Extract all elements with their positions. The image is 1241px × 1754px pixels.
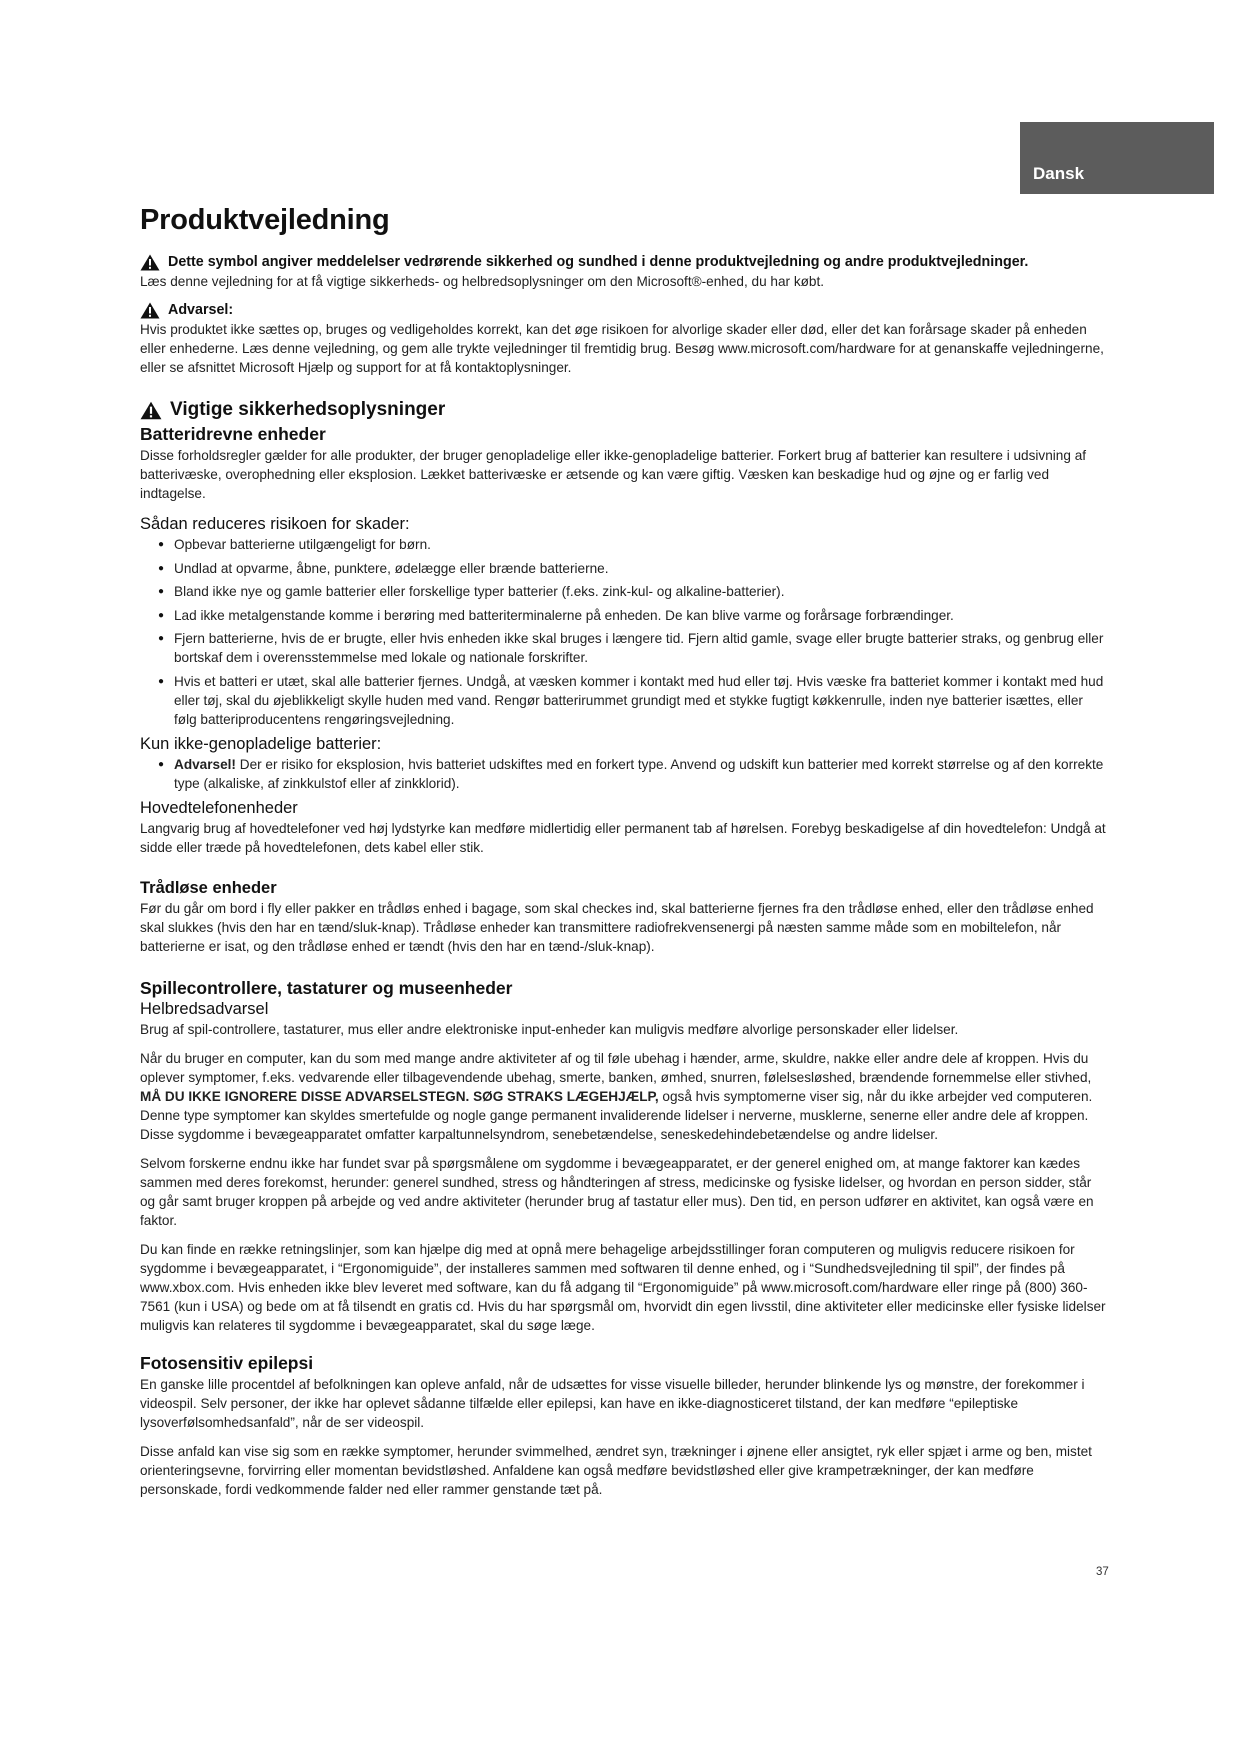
list-item: ● Undlad at opvarme, åbne, punktere, ødelægge eller brænde batterierne. (158, 559, 1106, 578)
controllers-p4: Du kan finde en række retningslinjer, som kan hjælpe dig med at opnå mere behagelige arbejdsstillinger foran computeren og muligvis reducere risikoen for sygdomme i bevægeapparatet, i “Ergonomiguide”, der installeres sammen med softwaren til denne enhed, og i “Sundhedsvejledning til spil”, der findes på www.xbox.com. Hvis enheden ikke blev leveret med software, kan du få adgang til “Ergonomiguide” på www.microsoft.com/hardware eller ringe på (800) 360-7561 (kun i USA) og bede om at få tilsendt en gratis cd. Hvis du har spørgsmål om, hvorvidt din egen livsstil, dine aktiviteter eller medicinske eller fysiske lidelser muligvis kan relateres til sygdomme i bevægeapparatet, skal du søge læge. (140, 1241, 1106, 1333)
wireless-text: Før du går om bord i fly eller pakker en trådløs enhed i bagage, som skal checkes ind, skal batterierne fjernes fra den trådløse enhed, eller den trådløse enhed skal slukkes (hvis den har en tænd/sluk-knap). Trådløse enheder kan transmittere radiofrekvensenergi på næsten samme måde som en mobiltelefon, når batterierne er isat, og den trådløse enhed er tændt (hvis den har en tænd-/sluk-knap). (140, 900, 1094, 954)
epilepsy-p1: En ganske lille procentdel af befolkningen kan opleve anfald, når de udsættes for visse visuelle billeder, herunder blinkende lys og mønstre, der forekommer i videospil. Selv personer, der ikke har oplevet sådanne tilfælde eller epilepsi, kan have en ikke-diagnosticeret tilstand, der kan medføre “epileptiske lysoverfølsomhedsanfald”, når de ser videospil. (140, 1376, 1085, 1430)
list-item: ● Hvis et batteri er utæt, skal alle batterier fjernes. Undgå, at væsken kommer i kontakt med hud eller tøj. Hvis væske fra batteriet kommer i kontakt med hud eller tøj, skal du øjeblikkeligt skylle huden med vand. Rengør batterirummet grundigt med et stykke fugtigt køkkenrulle, inden nye batterier isættes, eller følg batteriproducentens rengøringsvejledning. (158, 672, 1106, 729)
nonrechargeable-heading: Kun ikke-genopladelige batterier: (140, 734, 382, 753)
advarsel-heading-text: Advarsel: (168, 302, 234, 318)
page-title: Produktvejledning (140, 204, 390, 236)
symbol-notice (140, 253, 1106, 272)
wireless-heading: Trådløse enheder (140, 878, 277, 897)
language-tab: Dansk (1020, 122, 1214, 194)
safety-heading (140, 399, 1106, 421)
controllers-p2 (140, 1049, 1106, 1144)
list-item (158, 755, 1106, 793)
warning-icon (140, 302, 160, 319)
warning-icon (140, 401, 162, 420)
controllers-p3: Selvom forskerne endnu ikke har fundet svar på spørgsmålene om sygdomme i bevægeapparatet, er der generel enighed om, at mange faktorer kan kædes sammen med deres forekomst, herunder: generel sundhed, stress og håndteringen af stress, medicinske og fysiske lidelser, og hvordan en person sidder, står og går samt bruger kroppen på arbejde og ved andre aktiviteter (herunder brug af tastatur eller mus). Den tid, en person udfører en aktivitet, kan også være en faktor. (140, 1155, 1094, 1228)
controllers-p2-warning: MÅ DU IKKE IGNORERE DISSE ADVARSELSTEGN. SØG STRAKS LÆGEHJÆLP, (140, 1088, 659, 1104)
health-warning-heading: Helbredsadvarsel (140, 999, 269, 1018)
advarsel-heading (140, 301, 1106, 320)
epilepsy-p2: Disse anfald kan vise sig som en række symptomer, herunder svimmelhed, ændret syn, trækninger i øjnene eller ansigtet, ryk eller spjæt i arme og ben, mistet orienteringsevne, forvirring eller momentan bevidstløshed. Anfaldene kan også medføre bevidstløshed eller give krampetrækninger, der kan medføre personskade, fordi vedkommende falder ned eller rammer genstande tæt på. (140, 1443, 1092, 1497)
page-number: 37 (1096, 1566, 1109, 1578)
advarsel-text: Hvis produktet ikke sættes op, bruges og vedligeholdes korrekt, kan det øge risikoen for alvorlige skader eller død, eller det kan forårsage skader på enheden eller enhederne. Læs denne vejledning, og gem alle trykte vejledninger til fremtidig brug. Besøg www.microsoft.com/hardware for at genanskaffe vejledningerne, eller se afsnittet Microsoft Hjælp og support for at få kontaktoplysninger. (140, 322, 1104, 375)
nonrechargeable-text: Der er risiko for eksplosion, hvis batteriet udskiftes med en forkert type. Anvend og udskift kun batterier med korrekt størrelse og af den korrekte type (alkaliske, af zinkkulstof eller af zinkklorid). (174, 756, 1104, 791)
headphones-heading: Hovedtelefonenheder (140, 798, 298, 817)
safety-heading-text: Vigtige sikkerhedsoplysninger (170, 399, 446, 420)
controllers-heading: Spillecontrollere, tastaturer og museenheder (140, 977, 513, 998)
nonrechargeable-list (140, 755, 1106, 793)
list-item: ● Bland ikke nye og gamle batterier eller forskellige typer batterier (f.eks. zink-kul- og alkaline-batterier). (158, 582, 1106, 601)
battery-text: Disse forholdsregler gælder for alle produkter, der bruger genopladelige eller ikke-genopladelige batterier. Forkert brug af batterier kan resultere i udsivning af batterivæske, overophedning eller eksplosion. Lækket batterivæske er ætsende og kan være giftig. Væsken kan beskadige hud og øjne og er farlig ved indtagelse. (140, 448, 1087, 501)
epilepsy-heading: Fotosensitiv epilepsi (140, 1352, 314, 1373)
controllers-p2-start: Når du bruger en computer, kan du som med mange andre aktiviteter af og til føle ubehag i hænder, arme, skuldre, nakke eller andre dele af kroppen. Hvis du oplever symptomer, f.eks. vedvarende eller tilbagevendende ubehag, smerte, banken, ømhed, snurren, følelsesløshed, brændende fornemmelse eller stivhed, (140, 1050, 1092, 1085)
symbol-notice-text: Dette symbol angiver meddelelser vedrørende sikkerhed og sundhed i denne produktvejledning og andre produktvejledninger. (168, 254, 1029, 270)
reduce-risk-heading: Sådan reduceres risikoen for skader: (140, 515, 410, 533)
nonrechargeable-warning-label: Advarsel! (174, 756, 236, 772)
battery-heading: Batteridrevne enheder (140, 424, 326, 444)
controllers-p2-end: også hvis symptomerne viser sig, når du ikke arbejder ved computeren. Denne type symptomer kan skyldes smertefulde og nogle gange permanent invaliderende lidelser i nerverne, musklerne, senerne eller andre dele af kroppen. Disse sygdomme i bevægeapparatet omfatter karpaltunnelsyndrom, senebetændelse, seneskedehindebetændelse og andre lidelser. (140, 1088, 1093, 1142)
controllers-p1: Brug af spil-controllere, tastaturer, mus eller andre elektroniske input-enheder kan muligvis medføre alvorlige personskader eller lidelser. (140, 1021, 959, 1037)
battery-list (140, 535, 1106, 729)
intro-text: Læs denne vejledning for at få vigtige sikkerheds- og helbredsoplysninger om den Microsoft®-enhed, du har købt. (140, 274, 825, 289)
list-item: ● Opbevar batterierne utilgængeligt for børn. (158, 535, 1106, 554)
headphones-text: Langvarig brug af hovedtelefoner ved høj lydstyrke kan medføre midlertidig eller permanent tab af hørelsen. Forebyg beskadigelse af din hovedtelefon: Undgå at sidde eller træde på hovedtelefonen, dets kabel eller stik. (140, 820, 1106, 855)
list-item: ● Fjern batterierne, hvis de er brugte, eller hvis enheden ikke skal bruges i længere tid. Fjern altid gamle, svage eller brugte batterier straks, og genbrug eller bortskaf dem i overensstemmelse med lokale og nationale forskrifter. (158, 629, 1106, 667)
warning-icon (140, 254, 160, 271)
document-body (140, 198, 1106, 1499)
list-item: ● Lad ikke metalgenstande komme i berøring med batteriterminalerne på enheden. De kan blive varme og forårsage forbrændinger. (158, 606, 1106, 625)
